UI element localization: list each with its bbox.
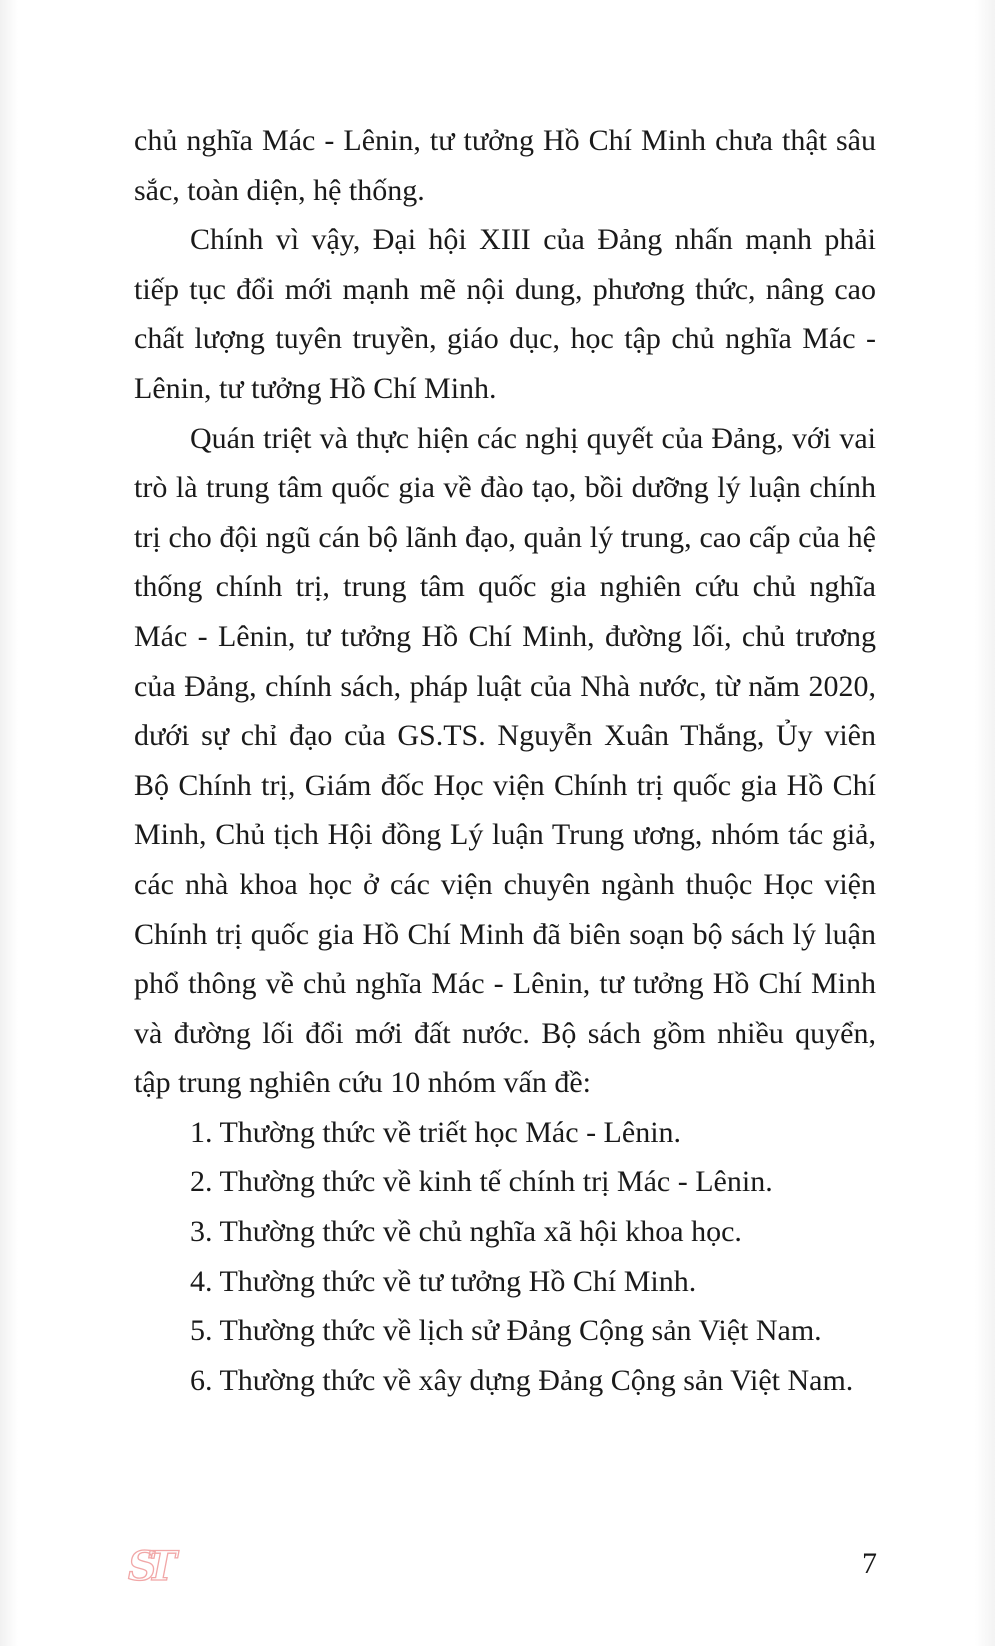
publisher-logo: ST [128,1543,167,1590]
list-item: 6. Thường thức về xây dựng Đảng Cộng sản Việt Nam. [190,1363,854,1397]
paragraph-congress: Chính vì vậy, Đại hội XIII của Đảng nhấn mạnh phải tiếp tục đổi mới mạnh mẽ nội dung, phương thức, nâng cao chất lượng tuyên truyền, giáo dục, học tập chủ nghĩa Mác - Lênin, tư tưởng Hồ Chí Minh. [134,223,876,405]
list-item: 1. Thường thức về triết học Mác - Lênin. [190,1115,682,1149]
topic-list [134,1108,876,1406]
list-item: 4. Thường thức về tư tưởng Hồ Chí Minh. [190,1264,697,1298]
page-body [134,116,876,1405]
paragraph-continued: chủ nghĩa Mác - Lênin, tư tưởng Hồ Chí Minh chưa thật sâu sắc, toàn diện, hệ thống. [134,124,876,207]
list-item: 5. Thường thức về lịch sử Đảng Cộng sản Việt Nam. [190,1314,822,1348]
list-item: 2. Thường thức về kinh tế chính trị Mác - Lênin. [190,1165,773,1199]
page-number: 7 [862,1547,877,1580]
list-item: 3. Thường thức về chủ nghĩa xã hội khoa học. [190,1215,742,1249]
paragraph-book-series: Quán triệt và thực hiện các nghị quyết của Đảng, với vai trò là trung tâm quốc gia về đào tạo, bồi dưỡng lý luận chính trị cho đội ngũ cán bộ lãnh đạo, quản lý trung, cao cấp của hệ thống chính trị, trung tâm quốc gia nghiên cứu chủ nghĩa Mác - Lênin, tư tưởng Hồ Chí Minh, đường lối, chủ trương của Đảng, chính sách, pháp luật của Nhà nước, từ năm 2020, dưới sự chỉ đạo của GS.TS. Nguyễn Xuân Thắng, Ủy viên Bộ Chính trị, Giám đốc Học viện Chính trị quốc gia Hồ Chí Minh, Chủ tịch Hội đồng Lý luận Trung ương, nhóm tác giả, các nhà khoa học ở các viện chuyên ngành thuộc Học viện Chính trị quốc gia Hồ Chí Minh đã biên soạn bộ sách lý luận phổ thông về chủ nghĩa Mác - Lênin, tư tưởng Hồ Chí Minh và đường lối đổi mới đất nước. Bộ sách gồm nhiều quyển, tập trung nghiên cứu 10 nhóm vấn đề: [134,421,876,1100]
